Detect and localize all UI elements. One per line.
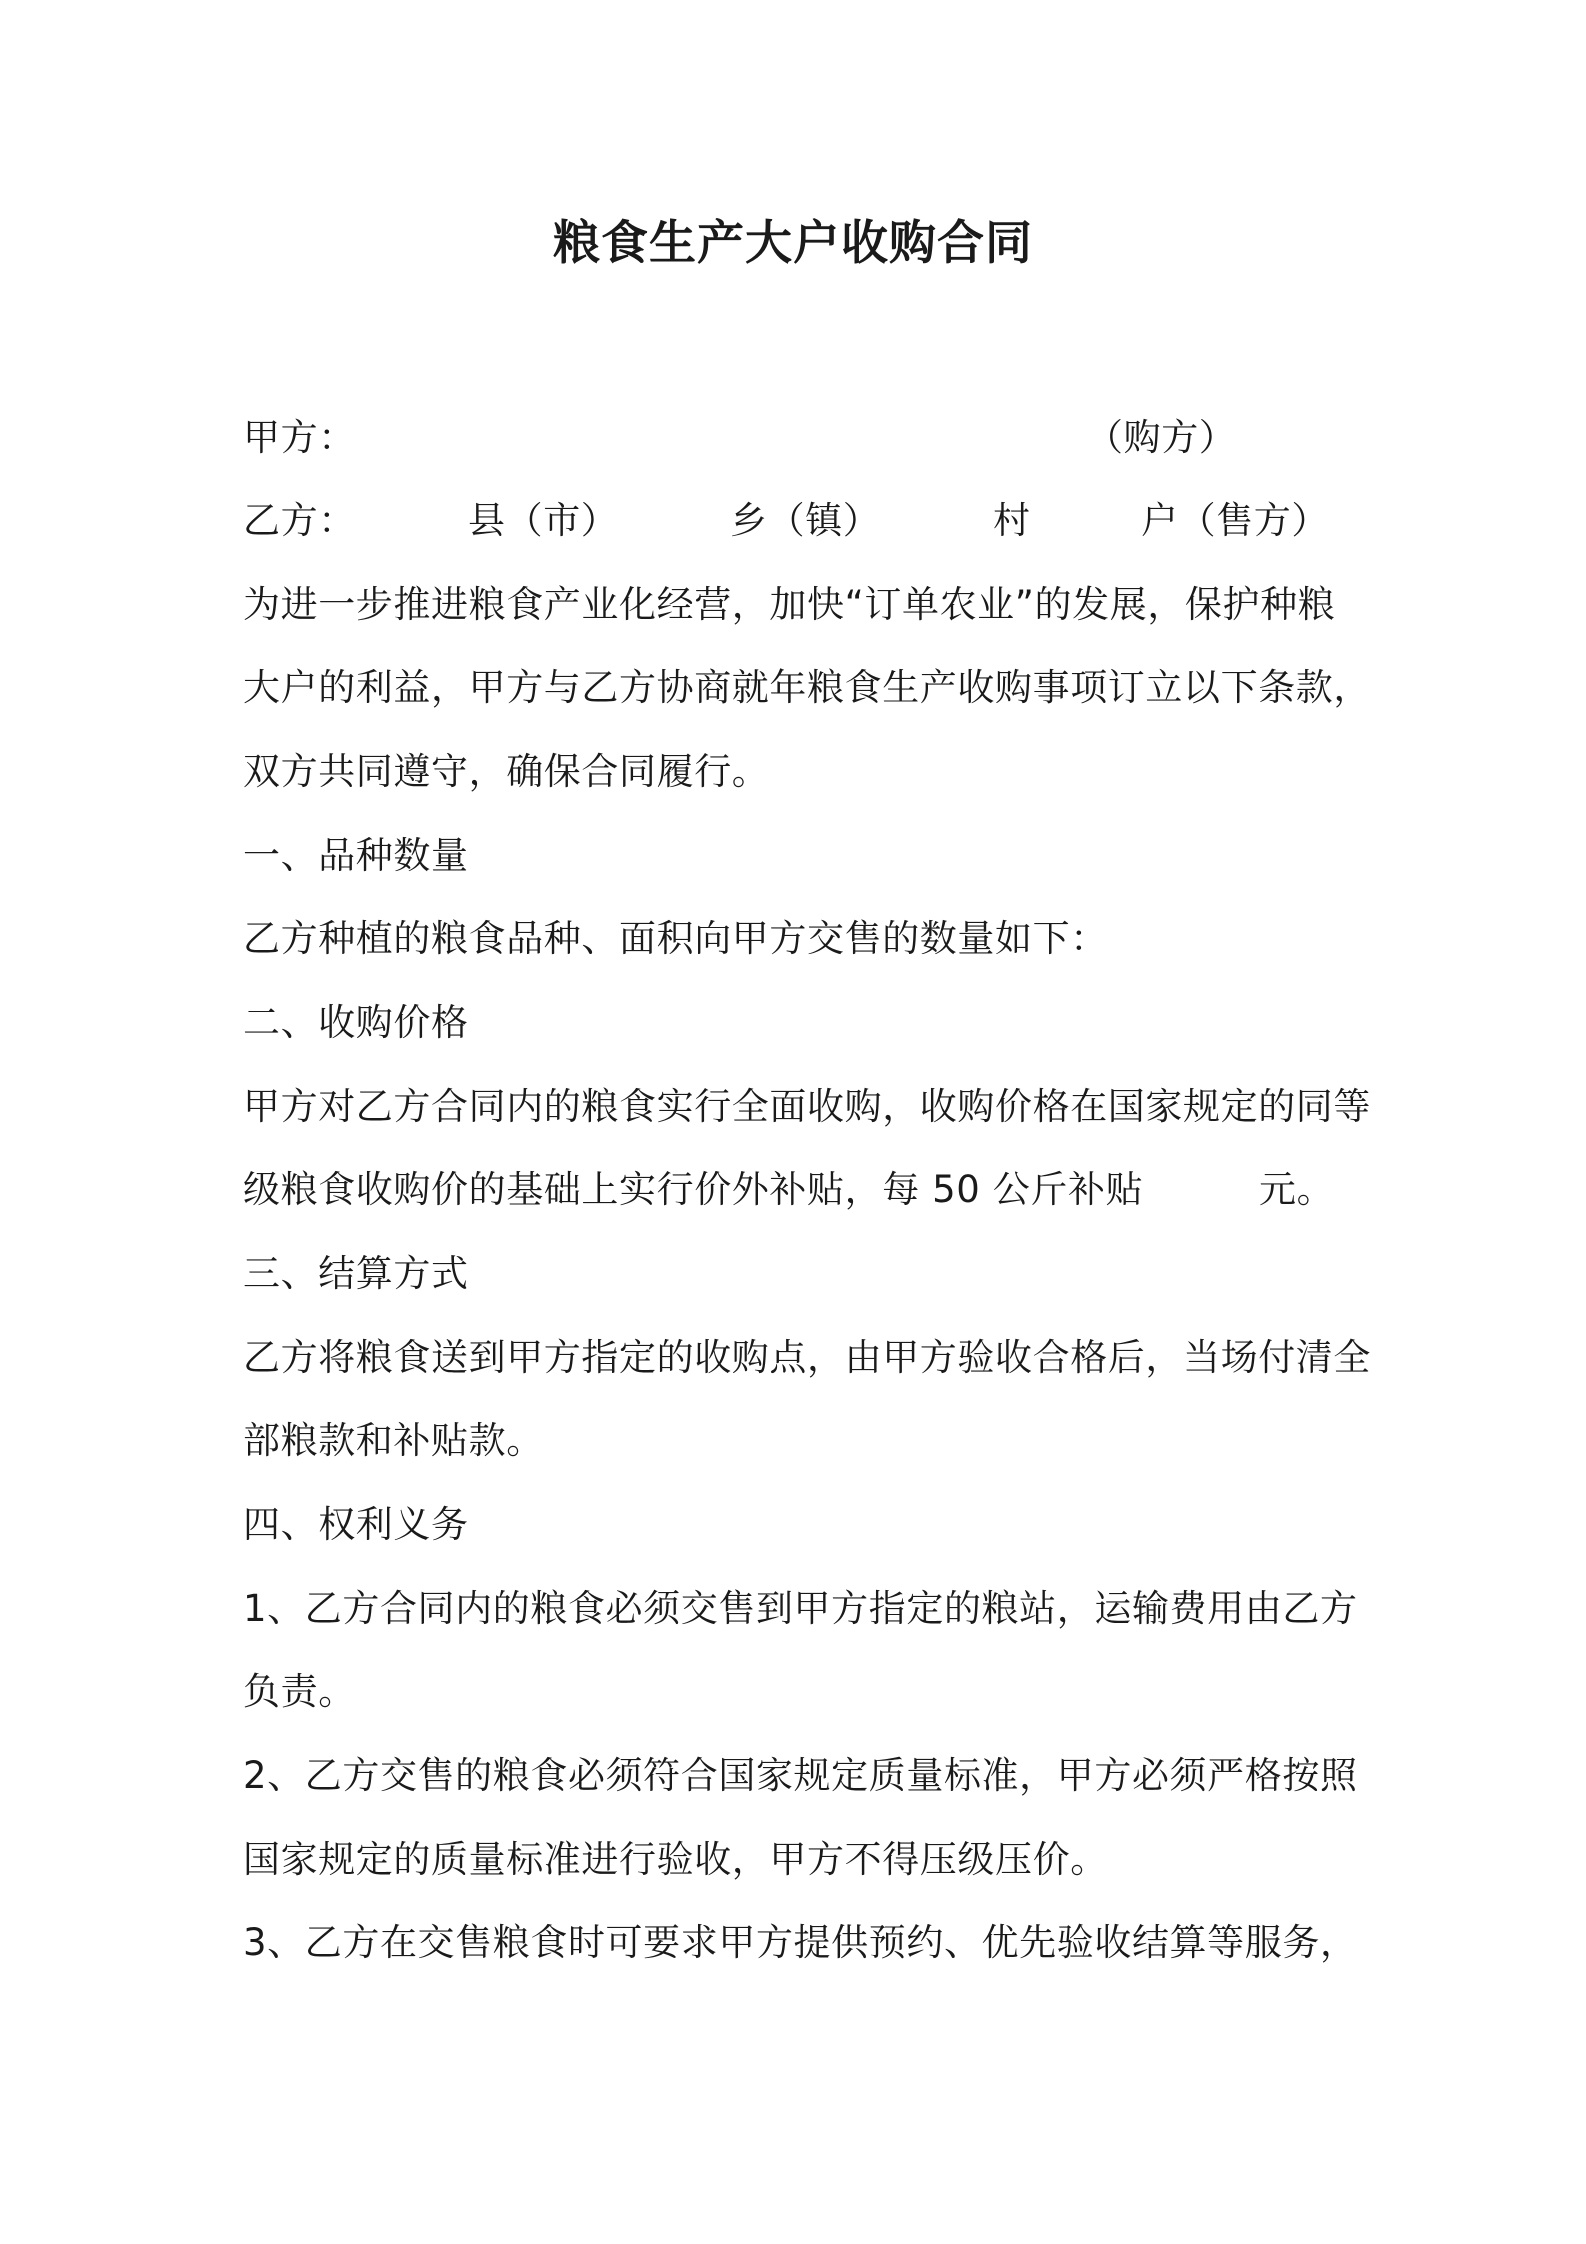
section-body: 级粮食收购价的基础上实行价外补贴，每 50 公斤补贴 xyxy=(243,1168,1144,1211)
section-heading: 三、结算方式 xyxy=(243,1252,469,1295)
party-b-household: 户（售方） xyxy=(1141,499,1329,542)
party-a-label: 甲方： xyxy=(243,416,356,459)
list-item: 负责。 xyxy=(243,1670,356,1713)
section-body: 乙方将粮食送到甲方指定的收购点，由甲方验收合格后，当场付清全 xyxy=(243,1336,1371,1379)
section-body: 乙方种植的粮食品种、面积向甲方交售的数量如下： xyxy=(243,917,1108,960)
section-heading: 四、权利义务 xyxy=(243,1503,469,1546)
party-b-label: 乙方： xyxy=(243,499,356,542)
section-heading: 二、收购价格 xyxy=(243,1001,469,1044)
list-item: 3、乙方在交售粮食时可要求甲方提供预约、优先验收结算等服务， xyxy=(243,1921,1358,1964)
party-a-role: （购方） xyxy=(1086,416,1237,459)
preamble-line: 双方共同遵守，确保合同履行。 xyxy=(243,750,770,793)
subsidy-unit: 元。 xyxy=(1259,1168,1335,1211)
list-item: 1、乙方合同内的粮食必须交售到甲方指定的粮站，运输费用由乙方 xyxy=(243,1587,1358,1630)
party-b-village: 村 xyxy=(993,499,1031,542)
section-body: 部粮款和补贴款。 xyxy=(243,1419,544,1462)
preamble-line: 为进一步推进粮食产业化经营，加快“订单农业”的发展，保护种粮 xyxy=(243,583,1336,626)
list-item: 2、乙方交售的粮食必须符合国家规定质量标准，甲方必须严格按照 xyxy=(243,1754,1358,1797)
list-item: 国家规定的质量标准进行验收，甲方不得压级压价。 xyxy=(243,1838,1108,1881)
preamble-line: 大户的利益，甲方与乙方协商就年粮食生产收购事项订立以下条款， xyxy=(243,666,1371,709)
document-title: 粮食生产大户收购合同 xyxy=(553,216,1033,271)
section-body: 甲方对乙方合同内的粮食实行全面收购，收购价格在国家规定的同等 xyxy=(243,1085,1371,1128)
party-b-township: 乡（镇） xyxy=(730,499,881,542)
party-b-county: 县（市） xyxy=(468,499,619,542)
section-heading: 一、品种数量 xyxy=(243,834,469,877)
